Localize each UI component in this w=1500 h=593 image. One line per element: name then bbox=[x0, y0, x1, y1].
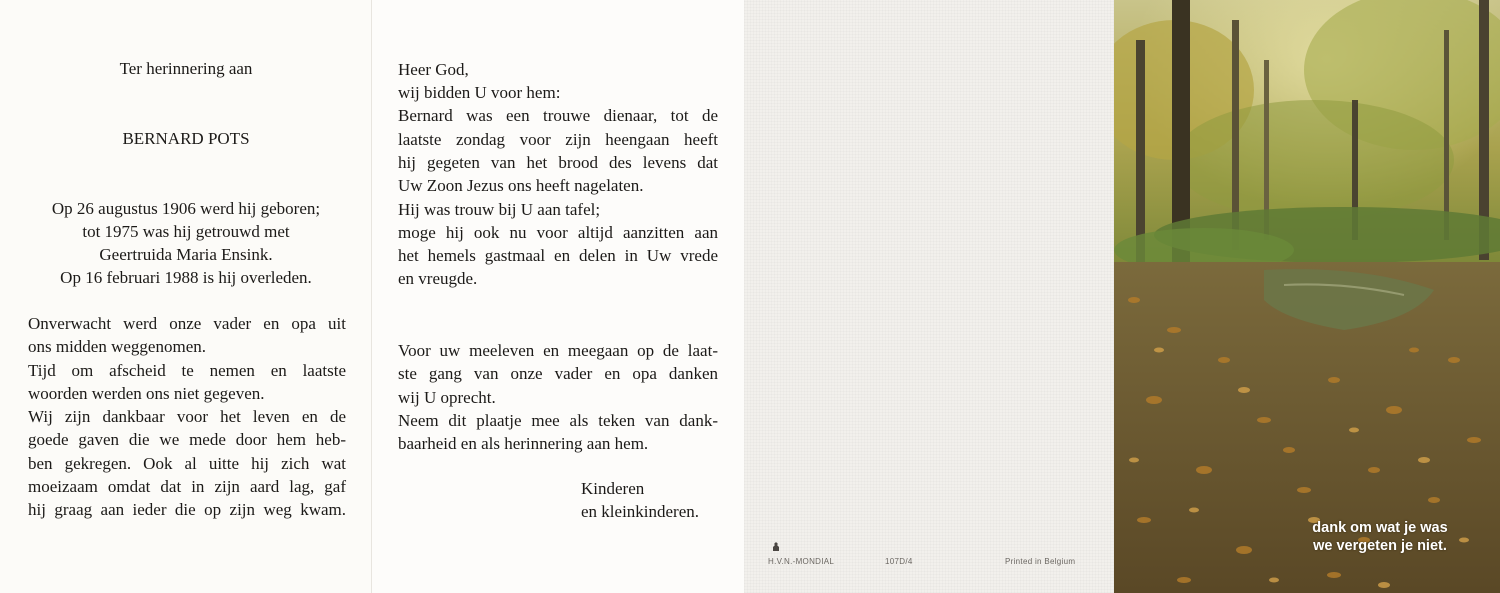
bio-line: Op 16 februari 1988 is hij overleden. bbox=[60, 268, 312, 287]
tribute-text bbox=[28, 312, 346, 522]
caption-line: we vergeten je niet. bbox=[1313, 538, 1447, 554]
autumn-forest-image bbox=[1114, 0, 1500, 593]
card-panel-memorial bbox=[0, 0, 372, 593]
signature bbox=[581, 477, 731, 523]
bio-line: Geertruida Maria Ensink. bbox=[99, 245, 273, 264]
prayer-line: Hij was trouw bij U aan tafel; bbox=[398, 199, 601, 219]
publisher-label: H.V.N.-MONDIAL bbox=[768, 557, 835, 566]
signature-line: en kleinkinderen. bbox=[581, 502, 700, 522]
card-code: 107D/4 bbox=[885, 557, 913, 566]
bio-line: Op 26 augustus 1906 werd hij geboren; bbox=[51, 199, 321, 218]
prayer-line: Heer God, bbox=[398, 60, 469, 79]
caption-line: dank om wat je was bbox=[1312, 520, 1448, 536]
prayer-text bbox=[398, 58, 718, 291]
thanks-line: wij U oprecht. bbox=[398, 387, 496, 407]
prayer-line: Bernard was een trouwe dienaar, tot de bbox=[398, 106, 718, 126]
tribute-line: moeizaam omdat dat in zijn aard lag, gaf bbox=[28, 477, 346, 497]
tribute-line: goede gaven die we mede door hem heb- bbox=[28, 430, 346, 450]
card-panel-prayer bbox=[372, 0, 744, 593]
prayer-line: Uw Zoon Jezus ons heeft nagelaten. bbox=[398, 176, 644, 196]
card-panel-back bbox=[744, 0, 1114, 593]
printed-in-label: Printed in Belgium bbox=[1005, 557, 1076, 566]
thanks-line: Neem dit plaatje mee als teken van dank- bbox=[398, 410, 718, 430]
tribute-line: ben gekregen. Ook al uitte hij zich wat bbox=[28, 453, 346, 473]
tribute-line: ons midden weggenomen. bbox=[28, 337, 206, 357]
bio-line: tot 1975 was hij getrouwd met bbox=[82, 222, 290, 241]
tribute-line: Onverwacht werd onze vader en opa uit bbox=[28, 314, 346, 333]
signature-line: Kinderen bbox=[581, 479, 645, 498]
publisher-logo-icon bbox=[772, 542, 780, 552]
card-panel-photo bbox=[1114, 0, 1500, 593]
tribute-line: hij graag aan ieder die op zijn weg kwam. bbox=[28, 500, 346, 520]
deceased-name: BERNARD POTS bbox=[122, 129, 250, 148]
prayer-line: het hemels gastmaal en delen in Uw vrede bbox=[398, 246, 718, 266]
tribute-line: Tijd om afscheid te nemen en laatste bbox=[28, 360, 346, 380]
thanks-line: Voor uw meeleven en meegaan op de laat- bbox=[398, 341, 718, 360]
prayer-line: hij gegeten van het brood des levens dat bbox=[398, 152, 718, 172]
tribute-line: Wij zijn dankbaar voor het leven en de bbox=[28, 407, 346, 427]
prayer-line: moge hij ook nu voor altijd aanzitten aan bbox=[398, 222, 718, 242]
prayer-line: wij bidden U voor hem: bbox=[398, 83, 561, 103]
prayer-line: laatste zondag voor zijn heengaan heeft bbox=[398, 129, 718, 149]
thanks-line: baarheid en als herinnering aan hem. bbox=[398, 434, 649, 454]
thanks-text bbox=[398, 339, 718, 455]
memorial-heading: Ter herinnering aan bbox=[119, 59, 253, 78]
thanks-line: ste gang van onze vader en opa danken bbox=[398, 364, 718, 384]
tribute-line: woorden werden ons niet gegeven. bbox=[28, 383, 265, 403]
prayer-line: en vreugde. bbox=[398, 269, 478, 289]
